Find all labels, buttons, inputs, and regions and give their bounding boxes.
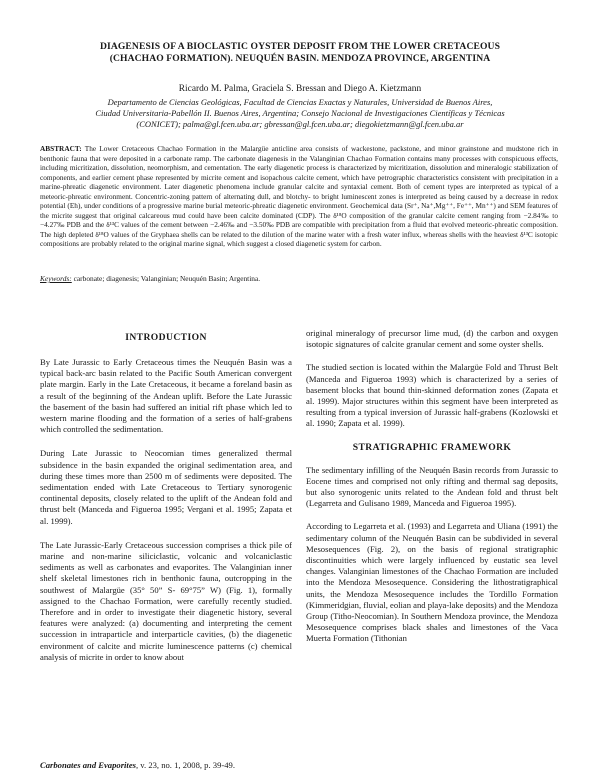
abstract-label: ABSTRACT:: [40, 144, 82, 153]
stratigraphic-heading: STRATIGRAPHIC FRAMEWORK: [352, 441, 512, 453]
journal-citation: , v. 23, no. 1, 2008, p. 39-49.: [135, 760, 235, 770]
intro-paragraph-2: During Late Jurassic to Neocomian times generalized thermal subsidence in the basin expanded the original sedimentation area, and during these times more than 2500 m of sediments were deposited. The sedimentation ended with Late Cretaceous to Tertiary synorogenic continental deposits, closely related to the uplift of the Andean fold and thrust belt (Manceda and Figueroa 1995; Vergani et al. 1995; Zapata et al. 1999).: [40, 448, 292, 526]
intro-paragraph-1: By Late Jurassic to Early Cretaceous times the Neuquén Basin was a typical back-arc basin related to the Pacific South American convergent plate margin. Early in the Late Cretaceous, it became a foreland basin as a result of the beginning of the Andean uplift. Before the Late Jurassic the basement of the basin had suffered an initial rift phase which led to western marine flooding and the formation of a series of half-grabens which controlled the sedimentation.: [40, 357, 292, 435]
keywords-text: carbonate; diagenesis; Valanginian; Neuquén Basin; Argentina.: [71, 274, 261, 283]
journal-name: Carbonates and Evaporites: [40, 760, 136, 770]
title-line-2: (CHACHAO FORMATION). NEUQUÉN BASIN. MENDOZA PROVINCE, ARGENTINA: [109, 53, 491, 64]
intro-paragraph-continued: original mineralogy of precursor lime mud, (d) the carbon and oxygen isotopic signatures of calcite granular cement and some oyster shells.: [306, 328, 558, 350]
strat-paragraph-1: The sedimentary infilling of the Neuquén Basin records from Jurassic to Eocene times and comprised not only rifting and thermal sag deposits, but also synorogenic units related to the Andean fold and thrust belt (Legarreta and Gulisano 1989, Manceda and Figueroa 1995).: [306, 464, 558, 509]
keywords-label: Keywords:: [40, 274, 72, 283]
journal-footer: [40, 760, 440, 770]
right-column: [306, 328, 558, 657]
abstract-text: The Lower Cretaceous Chachao Formation in the Malargüe anticline area consists of wackestone, packstone, and minor grainstone and mudstone rich in benthonic fauna that were deposited in a carbonate ramp. The carbonate diagenesis in the Valanginian Chachao Formation contains many processes with conspicuous effects, including micritization, dissolution, neomorphism, and cementation. The early diagenetic process is characterized by micritization, dissolution and mineralogic stabilization of components, and earlier cement phase represented by micrite cement and isopachous calcite cement, which have petrographic characteristics consistent with precipitation in a marine-phreatic diagenetic environment. Later diagenetic phenomena include granular calcite and syntaxial cement. Both of cement types are interpreted as typical of a meteoric-phreatic environment. Concentric-zoning pattern of alternating dull, and blotchy- to bright luminescent zones is interpreted as being caused by a decrease in redox potential (Eh), under conditions of a progressive marine burial meteoric-phreatic diagenetic environment. Geochemical data (Sr⁺, Na⁺,Mg⁺⁺, Fe⁺⁺, Mn⁺⁺) and SEM features of the micrite suggest that original calcareous mud could have been calcite dominated (CDP). The δ¹⁸O composition of the granular calcite cement ranging from −2.84‰ to −4.27‰ PDB and the δ¹³C values of the cement between −2.46‰ and −3.50‰ PDB are compatible with precipitation from a fluid that evolved meteoric-phreatic composition. The high depleted δ¹⁸O values of the Gryphaea shells can be related to the dilution of the marine water with a fresh water influx, whereas shells with the heaviest δ¹³C isotopic compositions are probably related to the original marine signal, which suggest a closed diagenetic system for carbon.: [40, 144, 558, 249]
strat-paragraph-2: According to Legarreta et al. (1993) and Legarreta and Uliana (1991) the sedimentary column of the Neuquén Basin can be subdivided in several Mesosequences (Fig. 2), on the basis of regional stratigraphic discontinuities which were largely influenced by eustatic sea level changes. Valanginian limestones of the Chachao Formation are included into the Mendoza Mesosequence. Considering the lithostratigraphical units, the Mendoza Mesosequence includes the Tordillo Formation (Kimmeridgian, fluvial, eolian and playa-lake deposits) and the Mendoza Group (Titho-Neocomian). In Southern Mendoza province, the Mendoza Mesosequence comprises black shales and limestones of the Vaca Muerta Formation (Tithonian: [306, 521, 559, 644]
abstract: [40, 144, 558, 249]
keywords: [40, 274, 558, 284]
title-line-1: DIAGENESIS OF A BIOCLASTIC OYSTER DEPOSIT FROM THE LOWER CRETACEOUS: [99, 41, 501, 52]
affiliation-line-1: Departamento de Ciencias Geológicas, Facultad de Ciencias Exactas y Naturales, Universidad de Buenos Aires,: [107, 97, 493, 107]
affiliation: [40, 97, 560, 130]
left-column: [40, 332, 292, 676]
introduction-heading: INTRODUCTION: [125, 332, 207, 343]
affiliation-line-2: Ciudad Universitaria-Pabellón II. Buenos Aires, Argentina; Consejo Nacional de Investigaciones Científicas y Técnicas: [95, 108, 505, 118]
affiliation-line-3: (CONICET); palma@gl.fcen.uba.ar; gbressan@gl.fcen.uba.ar; diegokietzmann@gl.fcen.uba.ar: [136, 119, 464, 129]
intro-paragraph-4: The studied section is located within the Malargüe Fold and Thrust Belt (Manceda and Figueroa 1993) which is characterized by a series of basement blocks that bound thin-skinned deformation zones (Zapata et al. 1999). Major structures within this segment have been interpreted as resulting from a typical inversion of Jurassic half-grabens (Kozlowski et al. 1990; Zapata et al. 1999).: [306, 362, 558, 429]
intro-paragraph-3: The Late Jurassic-Early Cretaceous succession comprises a thick pile of marine and non-marine siliciclastic, volcanic and volcaniclastic sediments as well as carbonates and evaporites. The Valanginian inner shelf skeletal limestones rich in benthonic fauna, outcropping in the southwest of Malargüe (35° 50” S- 69°75” W) (Fig. 1), formally assigned to the Chachao Formation, were carefully recently studied. Therefore and in order to investigate their diagenetic history, several features were analyzed: (a) documenting and interpreting the cement succession in intraparticle and interparticle cavities, (b) the diagenetic environment of calcite and micrite luminescence patterns (c) chemical analysis of micrite in order to know about: [40, 539, 292, 662]
author-list: Ricardo M. Palma, Graciela S. Bressan and Diego A. Kietzmann: [178, 84, 422, 94]
paper-title: [40, 41, 560, 65]
